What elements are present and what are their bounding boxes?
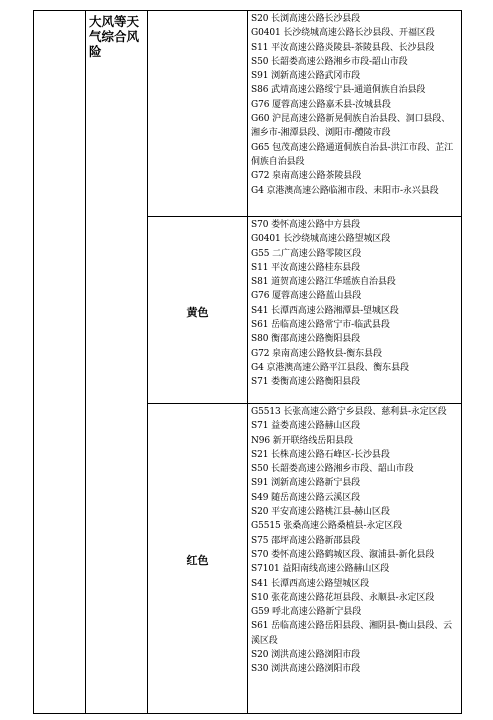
- road-segment-item: G0401 长沙绕城高速公路长沙县段、开福区段: [251, 28, 435, 39]
- road-segment-item: G5515 张桑高速公路桑植县-永定区段: [251, 521, 402, 532]
- road-segment-item: S21 长株高速公路石峰区-长沙县段: [251, 449, 390, 460]
- roads-cell-red: [248, 404, 462, 714]
- road-segment-item: S91 浏新高速公路新宁县段: [251, 478, 361, 489]
- road-segment-item: G72 泉南高速公路茶陵县段: [251, 171, 362, 182]
- road-segment-item: G4 京港澳高速公路临湘市段、耒阳市-永兴县段: [251, 185, 439, 196]
- road-segment-item: S11 平汝高速公路桂东县段: [251, 262, 361, 273]
- row-orange: [34, 11, 462, 217]
- road-list-orange: [251, 12, 458, 198]
- hazard-name: 大风等天气综合风险: [89, 14, 140, 59]
- road-segment-item: G76 厦蓉高速公路嘉禾县-汝城县段: [251, 99, 391, 110]
- level-label-yellow: 黄色: [186, 305, 209, 319]
- road-segment-item: S30 浏洪高速公路浏阳市段: [251, 664, 361, 675]
- road-segment-item: S10 张花高速公路花垣县段、永顺县-永定区段: [251, 592, 435, 603]
- road-segment-item: G55 二广高速公路零陵区段: [251, 248, 362, 259]
- road-segment-item: S70 娄怀高速公路中方县段: [251, 220, 361, 230]
- road-segment-item: S50 长韶娄高速公路湘乡市段-韶山市段: [251, 56, 408, 67]
- blank-column-cell: [34, 11, 86, 714]
- road-segment-item: S7101 益阳南线高速公路赫山区段: [251, 564, 390, 575]
- level-cell-orange: [148, 11, 248, 217]
- road-segment-item: S80 衡邵高速公路衡阳县段: [251, 334, 361, 345]
- road-segment-item: G0401 长沙绕城高速公路望城区段: [251, 234, 391, 245]
- roads-cell-yellow: [248, 217, 462, 404]
- level-cell-yellow: [148, 217, 248, 404]
- road-segment-item: G76 厦蓉高速公路蓝山县段: [251, 291, 362, 302]
- road-list-red: [251, 405, 458, 677]
- road-segment-item: G65 包茂高速公路通道侗族自治县-洪江市段、芷江侗族自治县段: [251, 142, 454, 167]
- road-segment-item: S61 岳临高速公路岳阳县段、湘阴县-衡山县段、云溪区段: [251, 621, 453, 646]
- risk-table: [33, 10, 462, 714]
- road-segment-item: S11 平汝高速公路炎陵县-茶陵县段、长沙县段: [251, 42, 435, 53]
- road-segment-item: S86 武靖高速公路绥宁县-通道侗族自治县段: [251, 85, 426, 96]
- roads-cell-orange: [248, 11, 462, 217]
- road-segment-item: G60 沪昆高速公路新晃侗族自治县段、洞口县段、湘乡市-湘潭县段、浏阳市-醴陵市段: [251, 114, 451, 139]
- road-segment-item: S91 浏新高速公路武冈市段: [251, 71, 361, 82]
- road-segment-item: S41 长潭西高速公路湘潭县-望城区段: [251, 305, 399, 316]
- road-segment-item: S41 长潭西高速公路望城区段: [251, 578, 369, 589]
- level-label-red: 红色: [186, 554, 209, 567]
- road-segment-item: S75 邵坪高速公路新邵县段: [251, 535, 361, 546]
- road-list-yellow: [251, 218, 458, 390]
- road-segment-item: N96 新开联络线岳阳县段: [251, 435, 353, 446]
- road-segment-item: S20 长浏高速公路长沙县段: [251, 14, 361, 24]
- level-cell-red: [148, 404, 248, 714]
- road-segment-item: S20 浏洪高速公路浏阳市段: [251, 650, 361, 661]
- road-segment-item: S61 岳临高速公路常宁市-临武县段: [251, 320, 390, 331]
- road-segment-item: G5513 长张高速公路宁乡县段、慈利县-永定区段: [251, 407, 447, 417]
- road-segment-item: S70 娄怀高速公路鹤城区段、溆浦县-新化县段: [251, 549, 435, 560]
- road-segment-item: S50 长韶娄高速公路湘乡市段、韶山市段: [251, 464, 414, 475]
- road-segment-item: S49 随岳高速公路云溪区段: [251, 492, 361, 503]
- road-segment-item: G59 呼北高速公路新宁县段: [251, 607, 362, 618]
- hazard-cell: [86, 11, 148, 714]
- road-segment-item: S71 娄衡高速公路衡阳县段: [251, 377, 361, 388]
- road-segment-item: G4 京港澳高速公路平江县段、衡东县段: [251, 362, 409, 373]
- road-segment-item: G72 泉南高速公路攸县-衡东县段: [251, 348, 382, 359]
- road-segment-item: S20 平安高速公路桃江县-赫山区段: [251, 507, 390, 518]
- road-segment-item: S71 益娄高速公路赫山区段: [251, 421, 361, 432]
- road-segment-item: S81 道贺高速公路江华瑶族自治县段: [251, 277, 396, 288]
